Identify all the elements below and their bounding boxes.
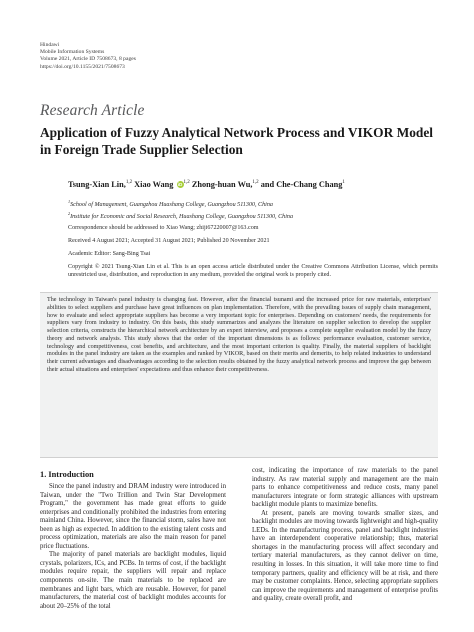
affiliation-number: 2 [68, 210, 71, 216]
body-column-left [40, 483, 226, 611]
author-name[interactable]: Tsung-Xian Lin, [68, 180, 126, 189]
affiliations [68, 198, 438, 221]
affiliation-item [68, 198, 438, 210]
academic-editor: Academic Editor: Sang-Bing Tsai [68, 251, 151, 257]
section-heading-introduction: 1. Introduction [40, 470, 94, 479]
body-paragraph: cost, indicating the importance of raw materials to the panel industry. As raw material supply and management are the main parts to enhance competitiveness and reduce costs, many panel manufacturers integrate or form strategic alliances with upstream backlight module plants to maximize benefits. [252, 467, 438, 509]
body-column-right [252, 467, 438, 604]
publication-dates: Received 4 August 2021; Accepted 31 August 2021; Published 20 November 2021 [68, 238, 270, 244]
article-type: Research Article [40, 102, 145, 119]
author-list [68, 180, 345, 189]
body-paragraph: The majority of panel materials are backlight modules, liquid crystals, polarizers, ICs, and PCBs. In terms of cost, if the backlight modules require repair, the suppliers will repair and replace components on-site. The main materials to be replaced are membranes and light bars, which are reusable. However, for panel manufacturers, the material cost of backlight modules accounts for about 20–25% of the total [40, 551, 226, 610]
author-name[interactable]: Che-Chang Chang [276, 180, 343, 189]
body-paragraph: Since the panel industry and DRAM industry were introduced in Taiwan, under the "Two Trillion and Twin Star Development Program," the government has made great efforts to guide enterprises and conditionally prohibited the industries from entering mainland China. However, since the financial storm, sales have not been as high as expected. In addition to the existing talent costs and process optimization, materials are also the main reason for panel price fluctuations. [40, 483, 226, 550]
affiliation-number: 1 [68, 199, 71, 204]
affiliation-text: Institute for Economic and Social Research, Huashang College, Guangzhou 511300, China [70, 213, 293, 220]
author-name[interactable]: Zhong-huan Wu, [191, 180, 253, 189]
journal-masthead [40, 42, 136, 71]
author-affiliation-mark: 1,2 [183, 180, 190, 186]
volume-info: Volume 2021, Article ID 7508673, 8 pages [40, 56, 136, 63]
abstract-text: The technology in Taiwan's panel industry is changing fast. However, after the financial tsunami and the increased price for raw materials, enterprises' abilities to select suppliers and purchase have great influences on plan implementation. Therefore, with the prevailing issues of supply chain management, how to evaluate and select appropriate suppliers has become a very important topic for enterprises. Depending on customers' needs, the requirements for suppliers vary from industry to industry. On this basis, this study summarizes and analyzes the literature on supplier selection to develop the supplier selection criteria, constructs the hierarchical network architecture by an expert interview, and proposes a complete supplier evaluation model by the fuzzy theory and network analysis. This study shows that the order of the important dimensions is as follows: performance evaluation, customer service, technology and competitiveness, cost benefits, and architecture, and the most important criterion is quality. Finally, the material suppliers of backlight modules in the panel industry are taken as the examples and ranked by VIKOR, based on their merits and demerits, to help related industries to understand their current advantages and disadvantages according to the selection results obtained by the fuzzy analytical network process and improve the gap between their actual situations and enterprises' expectations and thus enhance their competitiveness. [47, 297, 431, 373]
correspondence-note: Correspondence should be addressed to Xiao Wang; zhiji67220007@163.com [68, 225, 259, 231]
affiliation-text: School of Management, Guangzhou Huashang College, Guangzhou 511300, China [70, 202, 273, 209]
journal-name: Mobile Information Systems [40, 49, 105, 56]
copyright-notice: Copyright © 2021 Tsung-Xian Lin et al. This is an open access article distributed under the Creative Commons Attribution License, which permits unrestricted use, distribution, and reproduction in any medium, provided the original work is properly cited. [68, 264, 438, 278]
author-affiliation-mark: 1 [342, 180, 345, 186]
body-paragraph: At present, panels are moving towards smaller sizes, and backlight modules are moving towards lightweight and high-quality LEDs. In the manufacturing process, panel and backlight industries have an interdependent cooperative relationship; thus, material shortages in the manufacturing process will affect secondary and tertiary material manufacturers, as they cannot deliver on time, resulting in losses. In this situation, it will take more time to find temporary partners, quality and efficiency will be at risk, and there may be customer complaints. Hence, selecting appropriate suppliers can improve the requirements and management of enterprise profits and quality, create overall profit, and [252, 509, 438, 603]
doi-link[interactable]: https://doi.org/10.1155/2021/7508673 [40, 63, 125, 70]
paper-title: Application of Fuzzy Analytical Network Process and VIKOR Model in Foreign Trade Supplier Selection [40, 125, 434, 157]
author-affiliation-mark: 1,2 [125, 180, 133, 186]
publisher-name: Hindawi [40, 42, 60, 48]
affiliation-item [68, 210, 438, 222]
author-conjunction: and [260, 180, 275, 189]
author-name[interactable]: Xiao Wang [134, 180, 174, 189]
orcid-icon[interactable]: iD [177, 182, 183, 187]
author-affiliation-mark: 1,2 [252, 180, 259, 186]
